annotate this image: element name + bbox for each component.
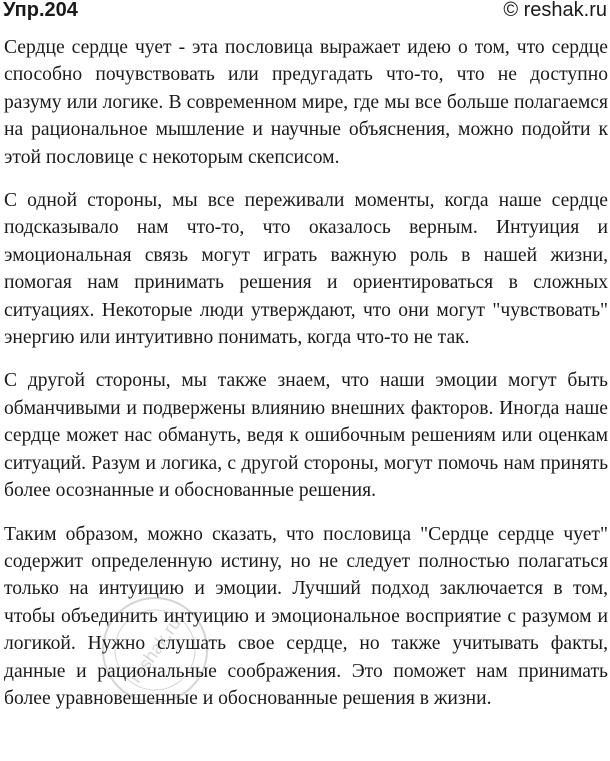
page-header <box>0 0 610 26</box>
answer-text <box>4 34 608 728</box>
svg-text:reshak.ru: reshak.ru <box>125 613 185 687</box>
paragraph-2: С одной стороны, мы все переживали моменты, когда наше сердце подсказывало нам что-то, что оказалось верным. Интуиция и эмоциональная связь могут играть важную роль в нашей жизни, помогая нам принимать решения и ориентироваться в сложных ситуациях. Некоторые люди утверждают, что они могут "чувствовать" энергию или интуитивно понимать, когда что-то не так. <box>4 190 608 349</box>
paragraph-3: С другой стороны, мы также знаем, что наши эмоции могут быть обманчивыми и подвержены влиянию внешних факторов. Иногда наше сердце может нас обмануть, ведя к ошибочным решениям или оценкам ситуаций. Разум и логика, с другой стороны, могут помочь нам принять более осознанные и обоснованные решения. <box>4 370 608 502</box>
paragraph-4: Таким образом, можно сказать, что пословица "Сердце сердце чует" содержит определенную истину, но не следует полностью полагаться только на интуицию и эмоции. Лучший подход заключается в том, чтобы объединить интуицию и эмоциональное восприятие с разумом и логикой. Нужно слушать свое сердце, но также учитывать факты, данные и рациональные соображения. Это поможет нам принимать более уравновешенные и обоснованные решения в жизни. <box>4 523 608 709</box>
exercise-title: Упр.204 <box>3 0 78 21</box>
copyright-label: © reshak.ru <box>503 0 607 21</box>
paragraph-1: Сердце сердце чует - эта пословица выражает идею о том, что сердце способно почувствовать или предугадать что-то, что не доступно разуму или логике. В современном мире, где мы все больше полагаемся на рациональное мышление и научные объяснения, можно подойти к этой пословице с некоторым скепсисом. <box>4 37 608 168</box>
